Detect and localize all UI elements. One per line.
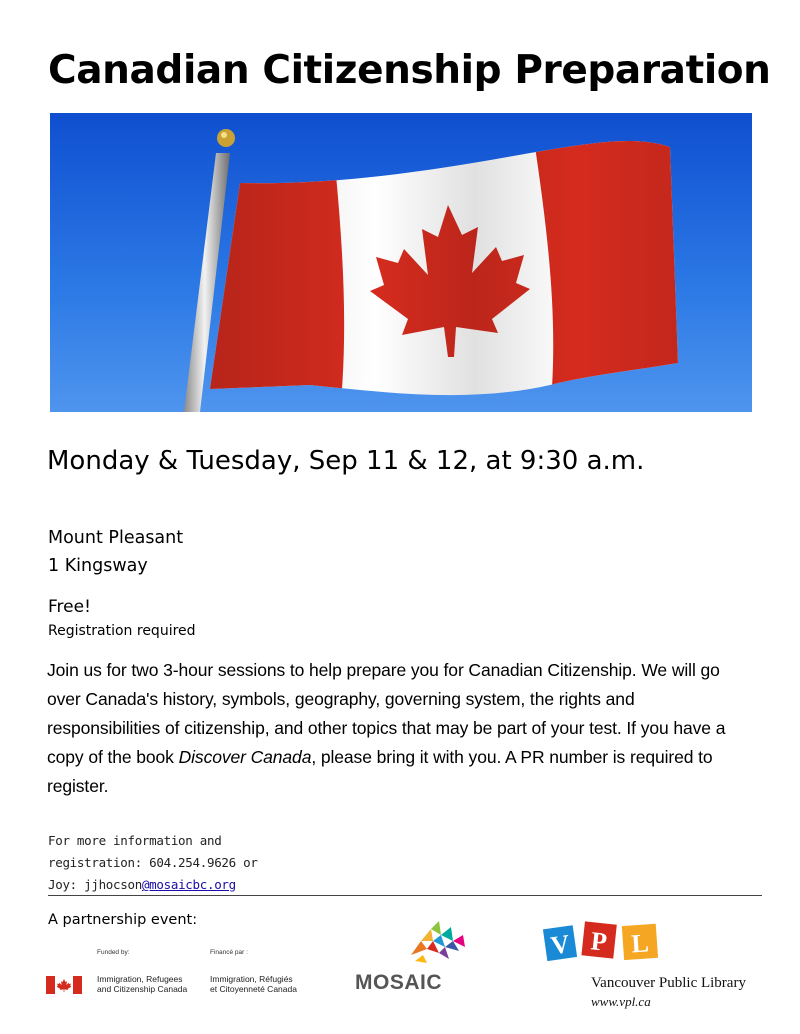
vpl-letter-l: L xyxy=(630,928,650,959)
registration-note: Registration required xyxy=(48,623,196,639)
contact-line-2: registration: 604.254.9626 or xyxy=(48,855,258,870)
description-part-2: , please bring it with you. A PR number is required to register. xyxy=(47,747,713,796)
contact-name: Joy: jjhocson xyxy=(48,877,142,892)
vpl-letter-p: P xyxy=(589,926,609,957)
ircc-name-fr xyxy=(210,974,297,994)
ircc-name-en-line-2: and Citizenship Canada xyxy=(97,984,188,994)
funded-by-label-en: Funded by: xyxy=(97,949,130,956)
partnership-label: A partnership event: xyxy=(48,912,198,928)
funded-by-label-fr: Financé par : xyxy=(210,949,248,956)
email-link[interactable]: @mosaicbc.org xyxy=(141,877,236,892)
canada-flag-icon xyxy=(46,976,82,994)
mosaic-wordmark: MOSAIC xyxy=(355,971,442,994)
event-cost: Free! xyxy=(48,597,91,617)
canada-flag-photo xyxy=(50,113,752,412)
vpl-name: Vancouver Public Library xyxy=(591,975,746,991)
description-part-1: Join us for two 3-hour sessions to help prepare you for Canadian Citizenship. We will go over Canada's history, symbols, geography, governing system, the rights and responsibilities of citizenship, and other topics that may be part of your test. If you have a copy of the book xyxy=(47,660,726,767)
vpl-logo-icon xyxy=(543,919,663,965)
event-date-time: Monday & Tuesday, Sep 11 & 12, at 9:30 a.m. xyxy=(47,446,645,476)
vpl-url[interactable]: www.vpl.ca xyxy=(591,994,651,1009)
divider xyxy=(48,895,762,896)
branch-address: 1 Kingsway xyxy=(48,556,148,576)
event-location xyxy=(48,524,183,580)
book-title: Discover Canada xyxy=(178,747,312,767)
event-title: Canadian Citizenship Preparation xyxy=(48,48,771,93)
event-description xyxy=(47,656,752,801)
contact-info xyxy=(48,830,258,896)
mosaic-logo-icon xyxy=(403,917,473,967)
ircc-name-fr-line-2: et Citoyenneté Canada xyxy=(210,984,297,994)
contact-line-3 xyxy=(48,874,258,896)
ircc-name-en xyxy=(97,974,187,994)
contact-line-1: For more information and xyxy=(48,833,222,848)
branch-name: Mount Pleasant xyxy=(48,528,184,548)
vpl-letter-v: V xyxy=(548,928,572,961)
ircc-name-en-line-1: Immigration, Refugees xyxy=(97,974,183,984)
ircc-name-fr-line-1: Immigration, Réfugiés xyxy=(210,974,293,984)
